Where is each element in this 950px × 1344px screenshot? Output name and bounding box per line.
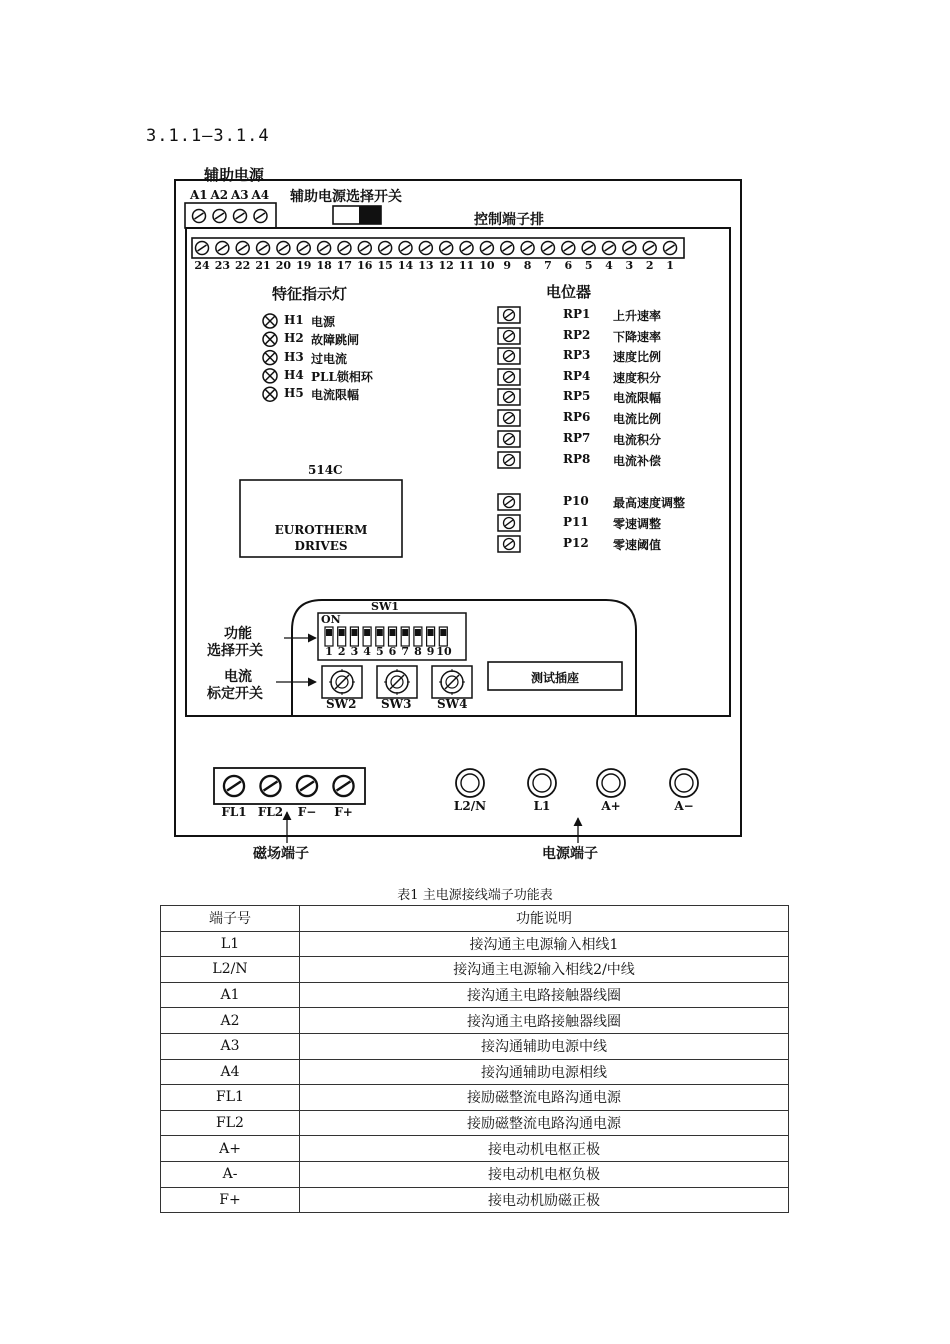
control-screw-18 xyxy=(318,242,331,255)
pot-code-p12: P12 xyxy=(563,536,589,550)
function-cell: 接沟通主电源输入相线2/中线 xyxy=(300,957,789,983)
function-cell: 接电动机电枢负极 xyxy=(300,1161,789,1187)
control-screw-20 xyxy=(277,242,290,255)
sw4-label: SW4 xyxy=(437,697,468,711)
pot-code-rp5: RP5 xyxy=(563,389,591,403)
pot-rp3 xyxy=(498,348,520,364)
field-terminal-label-3: F+ xyxy=(334,805,353,819)
pot-name-rp3: 速度比例 xyxy=(613,350,662,364)
control-screw-8 xyxy=(521,242,534,255)
terminal-function-table xyxy=(160,905,789,1213)
control-terminal-label-2: 2 xyxy=(645,259,654,272)
table-row xyxy=(161,957,789,983)
brand-line-1: EUROTHERM xyxy=(274,523,368,537)
pot-name-p12: 零速阈值 xyxy=(613,538,662,552)
header-terminal: 端子号 xyxy=(161,906,300,932)
power-terminal-0 xyxy=(456,769,484,797)
control-screw-16 xyxy=(358,242,371,255)
pot-code-p10: P10 xyxy=(563,494,589,508)
control-screw-1 xyxy=(664,242,677,255)
control-screw-11 xyxy=(460,242,473,255)
control-terminal-label-1: 1 xyxy=(666,259,674,272)
dip-number-4: 4 xyxy=(363,645,371,658)
control-terminal-label-22: 22 xyxy=(235,259,251,272)
terminal-cell: A- xyxy=(161,1161,300,1187)
control-terminal-label-10: 10 xyxy=(479,259,495,272)
field-screw-0 xyxy=(224,776,244,796)
control-screw-12 xyxy=(440,242,453,255)
indicator-name-h1: 电源 xyxy=(311,315,336,329)
pot-code-rp1: RP1 xyxy=(563,307,591,321)
section-heading: 3.1.1—3.1.4 xyxy=(146,126,270,146)
table-row xyxy=(161,1059,789,1085)
dip-number-9: 9 xyxy=(426,645,435,658)
indicator-code-h5: H5 xyxy=(284,386,304,401)
terminal-cell: FL1 xyxy=(161,1085,300,1111)
control-terminal-label-23: 23 xyxy=(214,259,230,272)
pot-code-rp6: RP6 xyxy=(563,410,591,424)
dip-knob-9 xyxy=(428,629,434,636)
control-terminal-label-8: 8 xyxy=(523,259,532,272)
current-switch-label-1: 电流 xyxy=(224,669,252,685)
dip-number-10: 10 xyxy=(436,645,452,658)
control-screw-2 xyxy=(643,242,656,255)
power-terminal-label-3: A− xyxy=(674,799,694,813)
indicator-name-h3: 过电流 xyxy=(311,351,348,366)
indicator-lamps xyxy=(263,314,277,401)
table-row xyxy=(161,1033,789,1059)
pot-rp5 xyxy=(498,389,520,405)
control-screw-3 xyxy=(623,242,636,255)
table-row xyxy=(161,1085,789,1111)
dip-number-6: 6 xyxy=(388,645,397,658)
control-screw-21 xyxy=(257,242,270,255)
pot-p12 xyxy=(498,536,520,552)
field-terminal-label-1: FL2 xyxy=(257,805,284,819)
control-terminal-label-4: 4 xyxy=(605,259,613,272)
sw3-label: SW3 xyxy=(381,697,412,711)
indicator-code-h4: H4 xyxy=(284,367,304,382)
terminal-cell: A+ xyxy=(161,1136,300,1162)
indicator-name-h5: 电流限幅 xyxy=(311,388,360,403)
power-terminal-label-1: L1 xyxy=(533,799,551,813)
control-screw-4 xyxy=(603,242,616,255)
function-cell: 接电动机励磁正极 xyxy=(300,1187,789,1213)
function-cell: 接沟通主电路接触器线圈 xyxy=(300,1008,789,1034)
control-terminal-label-17: 17 xyxy=(336,259,353,272)
field-screw-icon-0 xyxy=(224,776,244,796)
power-terminal-1 xyxy=(528,769,556,797)
power-terminal-label-2: A+ xyxy=(601,799,621,813)
control-terminal-label-3: 3 xyxy=(625,259,634,272)
function-cell: 接沟通辅助电源相线 xyxy=(300,1059,789,1085)
pot-code-p11: P11 xyxy=(563,515,589,529)
control-terminal-label-21: 21 xyxy=(255,259,271,272)
pot-code-rp4: RP4 xyxy=(563,369,591,383)
control-screw-7 xyxy=(541,242,554,255)
terminal-cell: A3 xyxy=(161,1033,300,1059)
aux-screw-A1 xyxy=(193,210,206,223)
indicator-code-h3: H3 xyxy=(284,349,304,364)
control-terminal-label-15: 15 xyxy=(377,259,393,272)
terminal-cell: A2 xyxy=(161,1008,300,1034)
table-row xyxy=(161,1136,789,1162)
terminal-cell: A4 xyxy=(161,1059,300,1085)
indicator-lamp-h5 xyxy=(263,387,277,401)
control-terminal-label-12: 12 xyxy=(438,259,454,272)
terminal-cell: L1 xyxy=(161,931,300,957)
control-terminal-label-24: 24 xyxy=(194,259,210,272)
dip-number-3: 3 xyxy=(350,645,359,658)
control-screw-10 xyxy=(480,242,493,255)
terminal-cell: L2/N xyxy=(161,957,300,983)
brand-line-2: DRIVES xyxy=(294,539,348,553)
field-screw-icon-2 xyxy=(297,776,317,796)
field-screw-2 xyxy=(297,776,317,796)
table-row xyxy=(161,1008,789,1034)
function-cell: 接沟通主电源输入相线1 xyxy=(300,931,789,957)
control-screw-19 xyxy=(297,242,310,255)
table-row xyxy=(161,1187,789,1213)
control-screw-6 xyxy=(562,242,575,255)
indicator-lamp-h4 xyxy=(263,369,277,383)
sw1-on-label: ON xyxy=(321,613,341,626)
model-label: 514C xyxy=(308,463,343,477)
field-terminal-screws xyxy=(224,776,354,796)
power-terminals xyxy=(456,769,698,797)
sw4-rotary-switch[interactable] xyxy=(432,666,472,698)
pot-p10 xyxy=(498,494,520,510)
indicator-name-h4: PLL锁相环 xyxy=(311,369,373,384)
current-switch-label-2: 标定开关 xyxy=(207,686,263,702)
control-screw-15 xyxy=(379,242,392,255)
control-terminal-screws xyxy=(196,242,677,255)
table-row xyxy=(161,931,789,957)
aux-terminal-screws xyxy=(193,210,268,223)
aux-screw-A2 xyxy=(213,210,226,223)
pot-name-rp1: 上升速率 xyxy=(613,309,662,323)
pot-name-p11: 零速调整 xyxy=(613,517,662,531)
pot-rp8 xyxy=(498,452,520,468)
function-cell: 接电动机电枢正极 xyxy=(300,1136,789,1162)
dip-knob-1 xyxy=(326,629,332,636)
dip-knob-4 xyxy=(364,629,370,636)
dip-knob-5 xyxy=(377,629,383,636)
dip-knob-2 xyxy=(339,629,345,636)
power-terminal-3 xyxy=(670,769,698,797)
field-terminal-label-2: F− xyxy=(297,805,317,819)
indicator-code-h2: H2 xyxy=(284,331,304,346)
control-screw-23 xyxy=(216,242,229,255)
pot-code-rp7: RP7 xyxy=(563,431,591,445)
pot-name-rp7: 电流积分 xyxy=(613,433,662,447)
pot-name-p10: 最高速度调整 xyxy=(613,496,686,510)
field-screw-icon-3 xyxy=(333,776,353,796)
indicator-lamp-h3 xyxy=(263,351,277,365)
control-terminal-label-13: 13 xyxy=(418,259,434,272)
control-screw-9 xyxy=(501,242,514,255)
pot-code-rp3: RP3 xyxy=(563,348,591,362)
dip-number-8: 8 xyxy=(414,645,422,658)
table-row xyxy=(161,1161,789,1187)
control-strip-label: 控制端子排 xyxy=(474,212,544,228)
terminal-cell: F+ xyxy=(161,1187,300,1213)
table-header-row xyxy=(161,906,789,932)
pot-rp6 xyxy=(498,410,520,426)
dip-number-7: 7 xyxy=(401,645,410,658)
field-screw-1 xyxy=(260,776,280,796)
potentiometers xyxy=(498,307,520,552)
pot-title: 电位器 xyxy=(546,283,592,301)
dip-number-2: 2 xyxy=(337,645,346,658)
pot-rp7 xyxy=(498,431,520,447)
pot-code-rp2: RP2 xyxy=(563,328,591,342)
sw1-label: SW1 xyxy=(371,600,399,613)
function-cell: 接励磁整流电路沟通电源 xyxy=(300,1110,789,1136)
field-screw-3 xyxy=(333,776,353,796)
control-screw-5 xyxy=(582,242,595,255)
control-terminal-label-16: 16 xyxy=(357,259,373,272)
field-terminal-title: 磁场端子 xyxy=(253,846,309,862)
control-terminal-label-18: 18 xyxy=(316,259,332,272)
dip-number-5: 5 xyxy=(375,645,384,658)
pot-name-rp4: 速度积分 xyxy=(613,371,662,385)
dip-knob-10 xyxy=(440,629,446,636)
test-socket-label: 测试插座 xyxy=(530,671,579,685)
control-screw-24 xyxy=(196,242,209,255)
table-row xyxy=(161,982,789,1008)
function-cell: 接沟通辅助电源中线 xyxy=(300,1033,789,1059)
control-terminal-label-11: 11 xyxy=(458,259,475,272)
sw3-rotary-switch[interactable] xyxy=(377,666,417,698)
header-function: 功能说明 xyxy=(300,906,789,932)
sw2-rotary-switch[interactable] xyxy=(322,666,362,698)
pot-name-rp5: 电流限幅 xyxy=(613,391,662,405)
indicator-lamp-h1 xyxy=(263,314,277,328)
dip-knob-7 xyxy=(402,629,408,636)
control-screw-14 xyxy=(399,242,412,255)
table-row xyxy=(161,1110,789,1136)
control-screw-22 xyxy=(236,242,249,255)
control-terminal-label-20: 20 xyxy=(275,259,292,272)
power-terminal-title: 电源端子 xyxy=(542,846,598,862)
dip-knob-8 xyxy=(415,629,421,636)
dip-number-1: 1 xyxy=(325,645,333,658)
dip-knob-6 xyxy=(390,629,396,636)
pot-rp4 xyxy=(498,369,520,385)
aux-terminal-label-A1: A1 xyxy=(190,188,208,202)
control-terminal-label-6: 6 xyxy=(564,259,573,272)
control-terminal-label-14: 14 xyxy=(397,259,414,272)
control-screw-17 xyxy=(338,242,351,255)
table-caption: 表1 主电源接线端子功能表 xyxy=(397,888,553,903)
function-cell: 接沟通主电路接触器线圈 xyxy=(300,982,789,1008)
sw2-label: SW2 xyxy=(326,697,357,711)
field-terminal-label-0: FL1 xyxy=(221,805,247,819)
power-terminal-2 xyxy=(597,769,625,797)
control-terminal-label-19: 19 xyxy=(296,259,312,272)
control-screw-13 xyxy=(419,242,432,255)
pot-code-rp8: RP8 xyxy=(563,452,591,466)
pot-name-rp6: 电流比例 xyxy=(613,412,662,426)
power-terminal-label-0: L2/N xyxy=(453,799,487,813)
aux-screw-A3 xyxy=(234,210,247,223)
control-terminal-label-5: 5 xyxy=(584,259,593,272)
pot-name-rp8: 电流补偿 xyxy=(613,454,662,468)
control-terminal-label-7: 7 xyxy=(544,259,552,272)
terminal-cell: FL2 xyxy=(161,1110,300,1136)
aux-terminal-label-A4: A4 xyxy=(251,188,270,202)
field-screw-icon-1 xyxy=(260,776,280,796)
indicator-lamp-h2 xyxy=(263,332,277,346)
aux-terminal-label-A2: A2 xyxy=(210,188,229,202)
aux-switch-label: 辅助电源选择开关 xyxy=(290,189,402,205)
pot-rp1 xyxy=(498,307,520,323)
aux-screw-A4 xyxy=(254,210,267,223)
sw1-dip-switches[interactable] xyxy=(325,627,447,646)
function-cell: 接励磁整流电路沟通电源 xyxy=(300,1085,789,1111)
aux-power-title: 辅助电源 xyxy=(204,166,265,184)
terminal-cell: A1 xyxy=(161,982,300,1008)
func-switch-label-2: 选择开关 xyxy=(207,643,263,659)
aux-terminal-label-A3: A3 xyxy=(231,188,249,202)
indicator-name-h2: 故障跳闸 xyxy=(311,333,360,348)
indicator-title: 特征指示灯 xyxy=(272,285,348,303)
indicator-code-h1: H1 xyxy=(284,313,304,327)
pot-rp2 xyxy=(498,328,520,344)
control-terminal-label-9: 9 xyxy=(503,259,512,272)
pot-p11 xyxy=(498,515,520,531)
pot-name-rp2: 下降速率 xyxy=(613,330,662,344)
func-switch-label-1: 功能 xyxy=(224,626,252,642)
dip-knob-3 xyxy=(351,629,357,636)
